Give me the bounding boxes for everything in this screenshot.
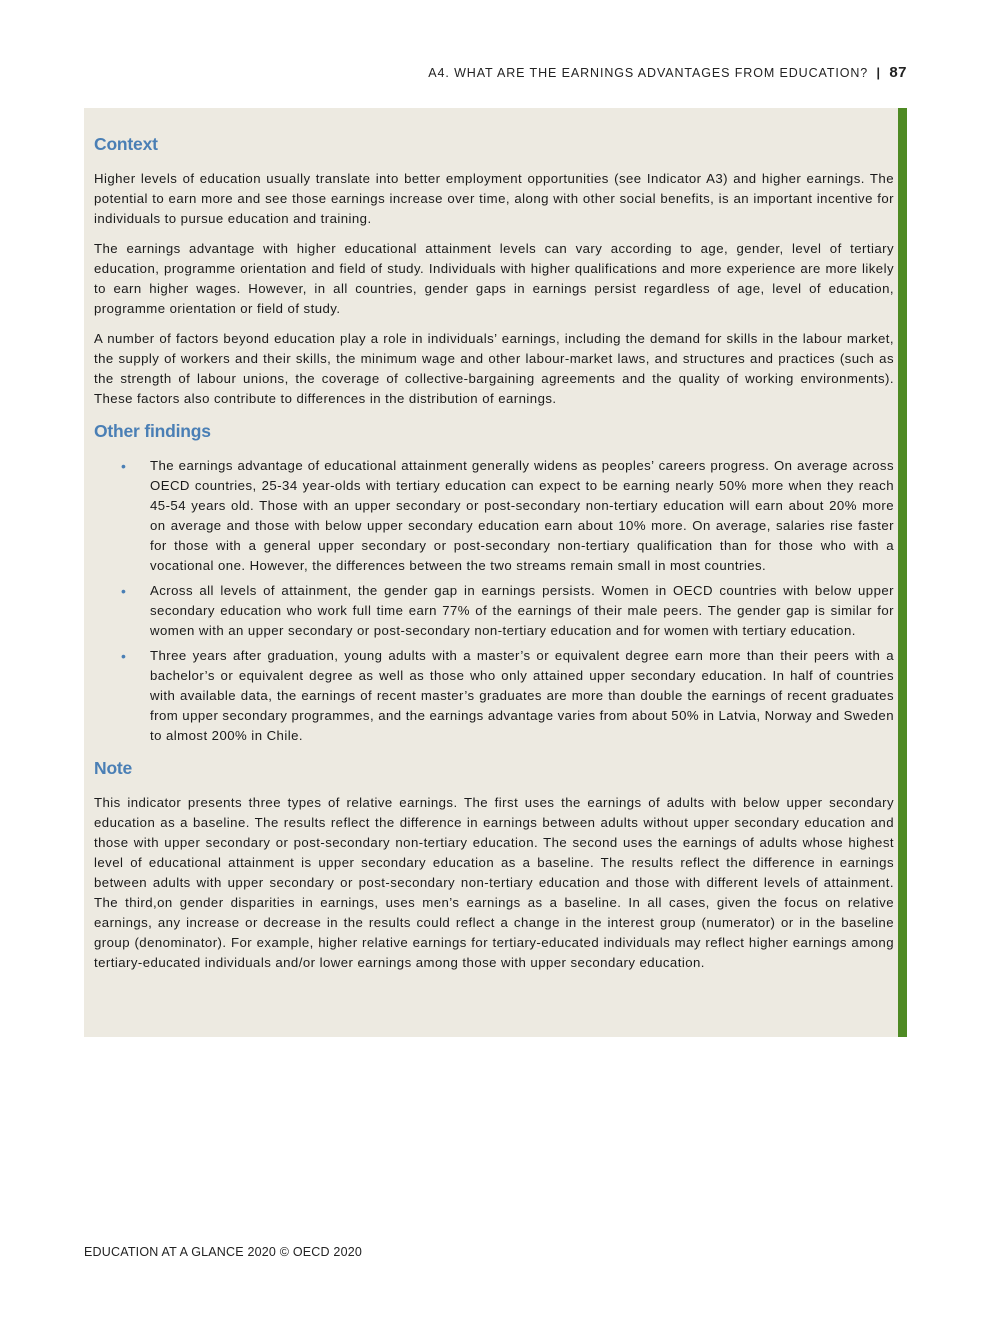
running-header: [428, 64, 907, 81]
finding-item-1: [94, 456, 894, 576]
context-heading: Context: [94, 134, 158, 154]
finding-item-2: [94, 581, 894, 641]
finding-text-2: Across all levels of attainment, the gender gap in earnings persists. Women in OECD countries with below upper secondary education who work full time earn 77% of the earnings of their male peers. The gender gap is similar for women with an upper secondary or post-secondary non-tertiary education and for women with tertiary education.: [150, 583, 894, 638]
bullet-icon: •: [121, 648, 127, 664]
header-separator: |: [876, 66, 881, 80]
finding-text-3: Three years after graduation, young adults with a master’s or equivalent degree earn more than their peers with a bachelor’s or equivalent degree as well as those who only attained upper secondary education. In half of countries with available data, the earnings of recent master’s graduates are more than double the earnings of recent graduates from upper secondary programmes, and the earnings advantage varies from about 50% in Latvia, Norway and Sweden to almost 200% in Chile.: [150, 648, 894, 743]
context-paragraph-3: A number of factors beyond education play a role in individuals’ earnings, including the demand for skills in the labour market, the supply of workers and their skills, the minimum wage and other labour-market laws, and structures and practices (such as the strength of labour unions, the coverage of collective-bargaining agreements and the quality of working environments). These factors also contribute to differences in the distribution of earnings.: [94, 331, 894, 406]
finding-item-3: [94, 646, 894, 746]
other-findings-heading: Other findings: [94, 421, 211, 441]
page-footer: EDUCATION AT A GLANCE 2020 © OECD 2020: [84, 1245, 363, 1259]
findings-list: [94, 456, 894, 746]
context-paragraph-2: The earnings advantage with higher educational attainment levels can vary according to age, gender, level of tertiary education, programme orientation and field of study. Individuals with higher qualifications and more experience are more likely to earn higher wages. However, in all countries, gender gaps in earnings persist regardless of age, level of education, programme orientation or field of study.: [94, 241, 894, 316]
context-paragraph-1: Higher levels of education usually translate into better employment opportunities (see Indicator A3) and higher earnings. The potential to earn more and see those earnings increase over time, along with other social benefits, is an important incentive for individuals to pursue education and training.: [94, 171, 894, 226]
page-number: 87: [889, 64, 907, 81]
note-paragraph: This indicator presents three types of relative earnings. The first uses the earnings of adults with below upper secondary education as a baseline. The results reflect the difference in earnings between adults without upper secondary education and those with upper secondary or post-secondary non-tertiary education. The second uses the earnings of adults whose highest level of educational attainment is upper secondary education as a baseline. The results reflect the difference in earnings between adults with upper secondary or post-secondary non-tertiary education and those with different levels of attainment. The third,on gender disparities in earnings, uses men’s earnings as a baseline. In all cases, given the focus on relative earnings, any increase or decrease in the results could reflect a change in the interest group (numerator) or in the baseline group (denominator). For example, higher relative earnings for tertiary-educated individuals may reflect higher earnings among tertiary-educated individuals and/or lower earnings among those with upper secondary education.: [94, 795, 894, 970]
summary-box: [84, 108, 907, 1037]
note-heading: Note: [94, 758, 133, 778]
summary-box-content: [84, 108, 898, 973]
bullet-icon: •: [121, 458, 127, 474]
bullet-icon: •: [121, 583, 127, 599]
running-title: A4. WHAT ARE THE EARNINGS ADVANTAGES FROM EDUCATION?: [428, 66, 869, 80]
finding-text-1: The earnings advantage of educational attainment generally widens as peoples’ careers progress. On average across OECD countries, 25-34 year-olds with tertiary education can expect to be earning nearly 50% more when they reach 45-54 years old. Those with an upper secondary or post-secondary non-tertiary education will earn about 20% more on average and those with below upper secondary education earn about 10% more. On average, salaries rise faster for those with a general upper secondary or post-secondary non-tertiary qualification than for those who with a vocational one. However, the differences between the two streams remain small in most countries.: [150, 458, 894, 573]
